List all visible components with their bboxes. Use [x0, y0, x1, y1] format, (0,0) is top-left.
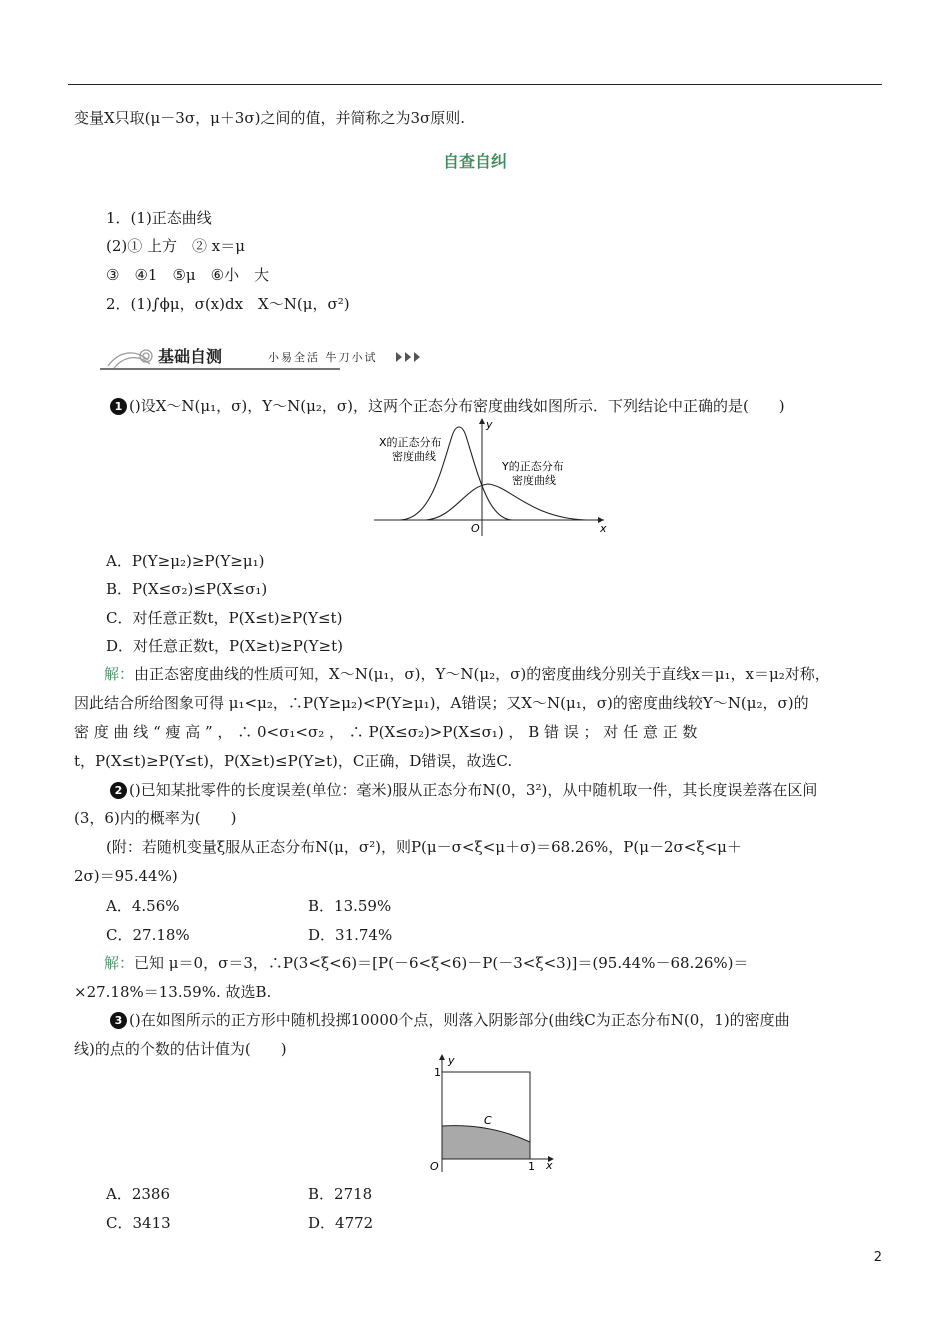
- banner-subtitle: 小易全活 牛刀小试: [268, 351, 378, 364]
- q1-solution-line-1: 解：由正态密度曲线的性质可知，X～N(μ₁，σ)，Y～N(μ₂，σ)的密度曲线分别关于直线x＝μ₁，x＝μ₂对称，: [104, 665, 830, 683]
- q1-solution-line-2: 因此结合所给图象可得 μ₁<μ₂，∴P(Y≥μ₂)<P(Y≥μ₁)，A错误；又X～N(μ₁，σ)的密度曲线较Y～N(μ₂，σ)的: [74, 694, 809, 712]
- section-banner: [100, 342, 430, 372]
- q1-option-d: D．对任意正数t，P(X≥t)≥P(Y≥t): [106, 637, 343, 655]
- q3-option-b: B．2718: [308, 1185, 373, 1203]
- q2-stem-line-2: (3，6)内的概率为( ): [74, 809, 237, 827]
- y-axis-label: y: [486, 418, 493, 431]
- header-rule: [68, 84, 882, 85]
- page-number: 2: [873, 1250, 882, 1265]
- x-curve-label-1: X的正态分布: [379, 436, 442, 449]
- q2-option-b: B．13.59%: [308, 897, 392, 915]
- q1-option-b: B．P(X≤σ₂)≤P(X≤σ₁): [106, 580, 268, 598]
- section-title: 自查自纠: [442, 152, 507, 171]
- answer-line-1: 1．(1)正态曲线: [106, 209, 212, 227]
- q2-note-line-1: (附：若随机变量ξ服从正态分布N(μ，σ²)，则P(μ－σ<ξ<μ＋σ)＝68.26%，P(μ－2σ<ξ<μ＋: [106, 838, 742, 856]
- banner-title: 基础自测: [158, 347, 223, 366]
- y-density-curve: [426, 484, 586, 520]
- answer-line-2: (2)① 上方 ② x＝μ: [106, 237, 245, 255]
- q3-stem-line-2: 线)的点的个数的估计值为( ): [74, 1040, 287, 1058]
- q1-solution-line-4: t，P(X≤t)≥P(Y≤t)，P(X≥t)≤P(Y≥t)，C正确，D错误，故选C.: [74, 752, 513, 770]
- x-curve-label-2: 密度曲线: [392, 450, 436, 463]
- origin-label: O: [471, 522, 480, 535]
- q3-option-c: C．3413: [106, 1214, 171, 1232]
- q2-note-line-2: 2σ)＝95.44%): [74, 867, 178, 885]
- q3-stem: 3 ()在如图所示的正方形中随机投掷10000个点，则落入阴影部分(曲线C为正态分布N(0，1)的密度曲: [110, 1010, 790, 1030]
- q1-normal-curves-figure: [370, 414, 610, 538]
- shaded-region: [442, 1126, 530, 1159]
- y-tick-label: 1: [434, 1066, 441, 1079]
- q1-solution-line-3: 密 度 曲 线 “ 瘦 高 ” ， ∴ 0<σ₁<σ₂ ， ∴ P(X≤σ₂)>P(X≤σ₁) ， B 错 误 ； 对 任 意 正 数: [74, 723, 698, 741]
- q2-option-a: A．4.56%: [106, 897, 180, 915]
- intro-text: 变量X只取(μ－3σ，μ＋3σ)之间的值，并简称之为3σ原则.: [74, 109, 465, 127]
- x-axis-label: x: [546, 1159, 553, 1172]
- solution-label: 解：: [104, 665, 135, 683]
- y-curve-label-2: 密度曲线: [512, 474, 556, 487]
- x-tick-label: 1: [528, 1160, 535, 1173]
- q2-option-c: C．27.18%: [106, 926, 190, 944]
- question-number-badge: 2: [110, 782, 127, 799]
- q1-option-a: A．P(Y≥μ₂)≥P(Y≥μ₁): [106, 552, 265, 570]
- q3-option-a: A．2386: [106, 1185, 171, 1203]
- y-curve-label-1: Y的正态分布: [502, 460, 564, 473]
- double-chevron-icon: [396, 352, 420, 362]
- q1-option-c: C．对任意正数t，P(X≤t)≥P(Y≤t): [106, 609, 343, 627]
- q2-solution-line-1: 解：已知 μ＝0，σ＝3，∴P(3<ξ<6)＝[P(－6<ξ<6)－P(－3<ξ<3)]＝(95.44%－68.26%)＝: [104, 954, 749, 972]
- origin-label: O: [430, 1160, 439, 1173]
- answer-line-3: ③ ④1 ⑤μ ⑥小 大: [106, 266, 270, 284]
- q1-stem-text: ()设X～N(μ₁，σ)，Y～N(μ₂，σ)，这两个正态分布密度曲线如图所示．下列结论中正确的是( ): [129, 397, 785, 415]
- q2-option-d: D．31.74%: [308, 926, 393, 944]
- q2-stem: 2 ()已知某批零件的长度误差(单位：毫米)服从正态分布N(0，3²)，从中随机取一件，其长度误差落在区间: [110, 780, 817, 800]
- answer-line-4: 2．(1)∫ϕμ，σ(x)dx X～N(μ，σ²): [106, 295, 350, 313]
- q3-square-figure: [424, 1052, 560, 1174]
- y-axis-label: y: [448, 1054, 455, 1067]
- x-axis-label: x: [600, 522, 607, 535]
- q3-option-d: D．4772: [308, 1214, 374, 1232]
- question-number-badge: 3: [110, 1012, 127, 1029]
- banner-swirl-icon: [108, 350, 152, 368]
- q2-solution-line-2: ×27.18%＝13.59%. 故选B.: [74, 983, 272, 1001]
- question-number-badge: 1: [110, 398, 127, 415]
- solution-label: 解：: [104, 954, 135, 972]
- curve-label: C: [484, 1114, 492, 1127]
- q1-stem: [110, 396, 785, 416]
